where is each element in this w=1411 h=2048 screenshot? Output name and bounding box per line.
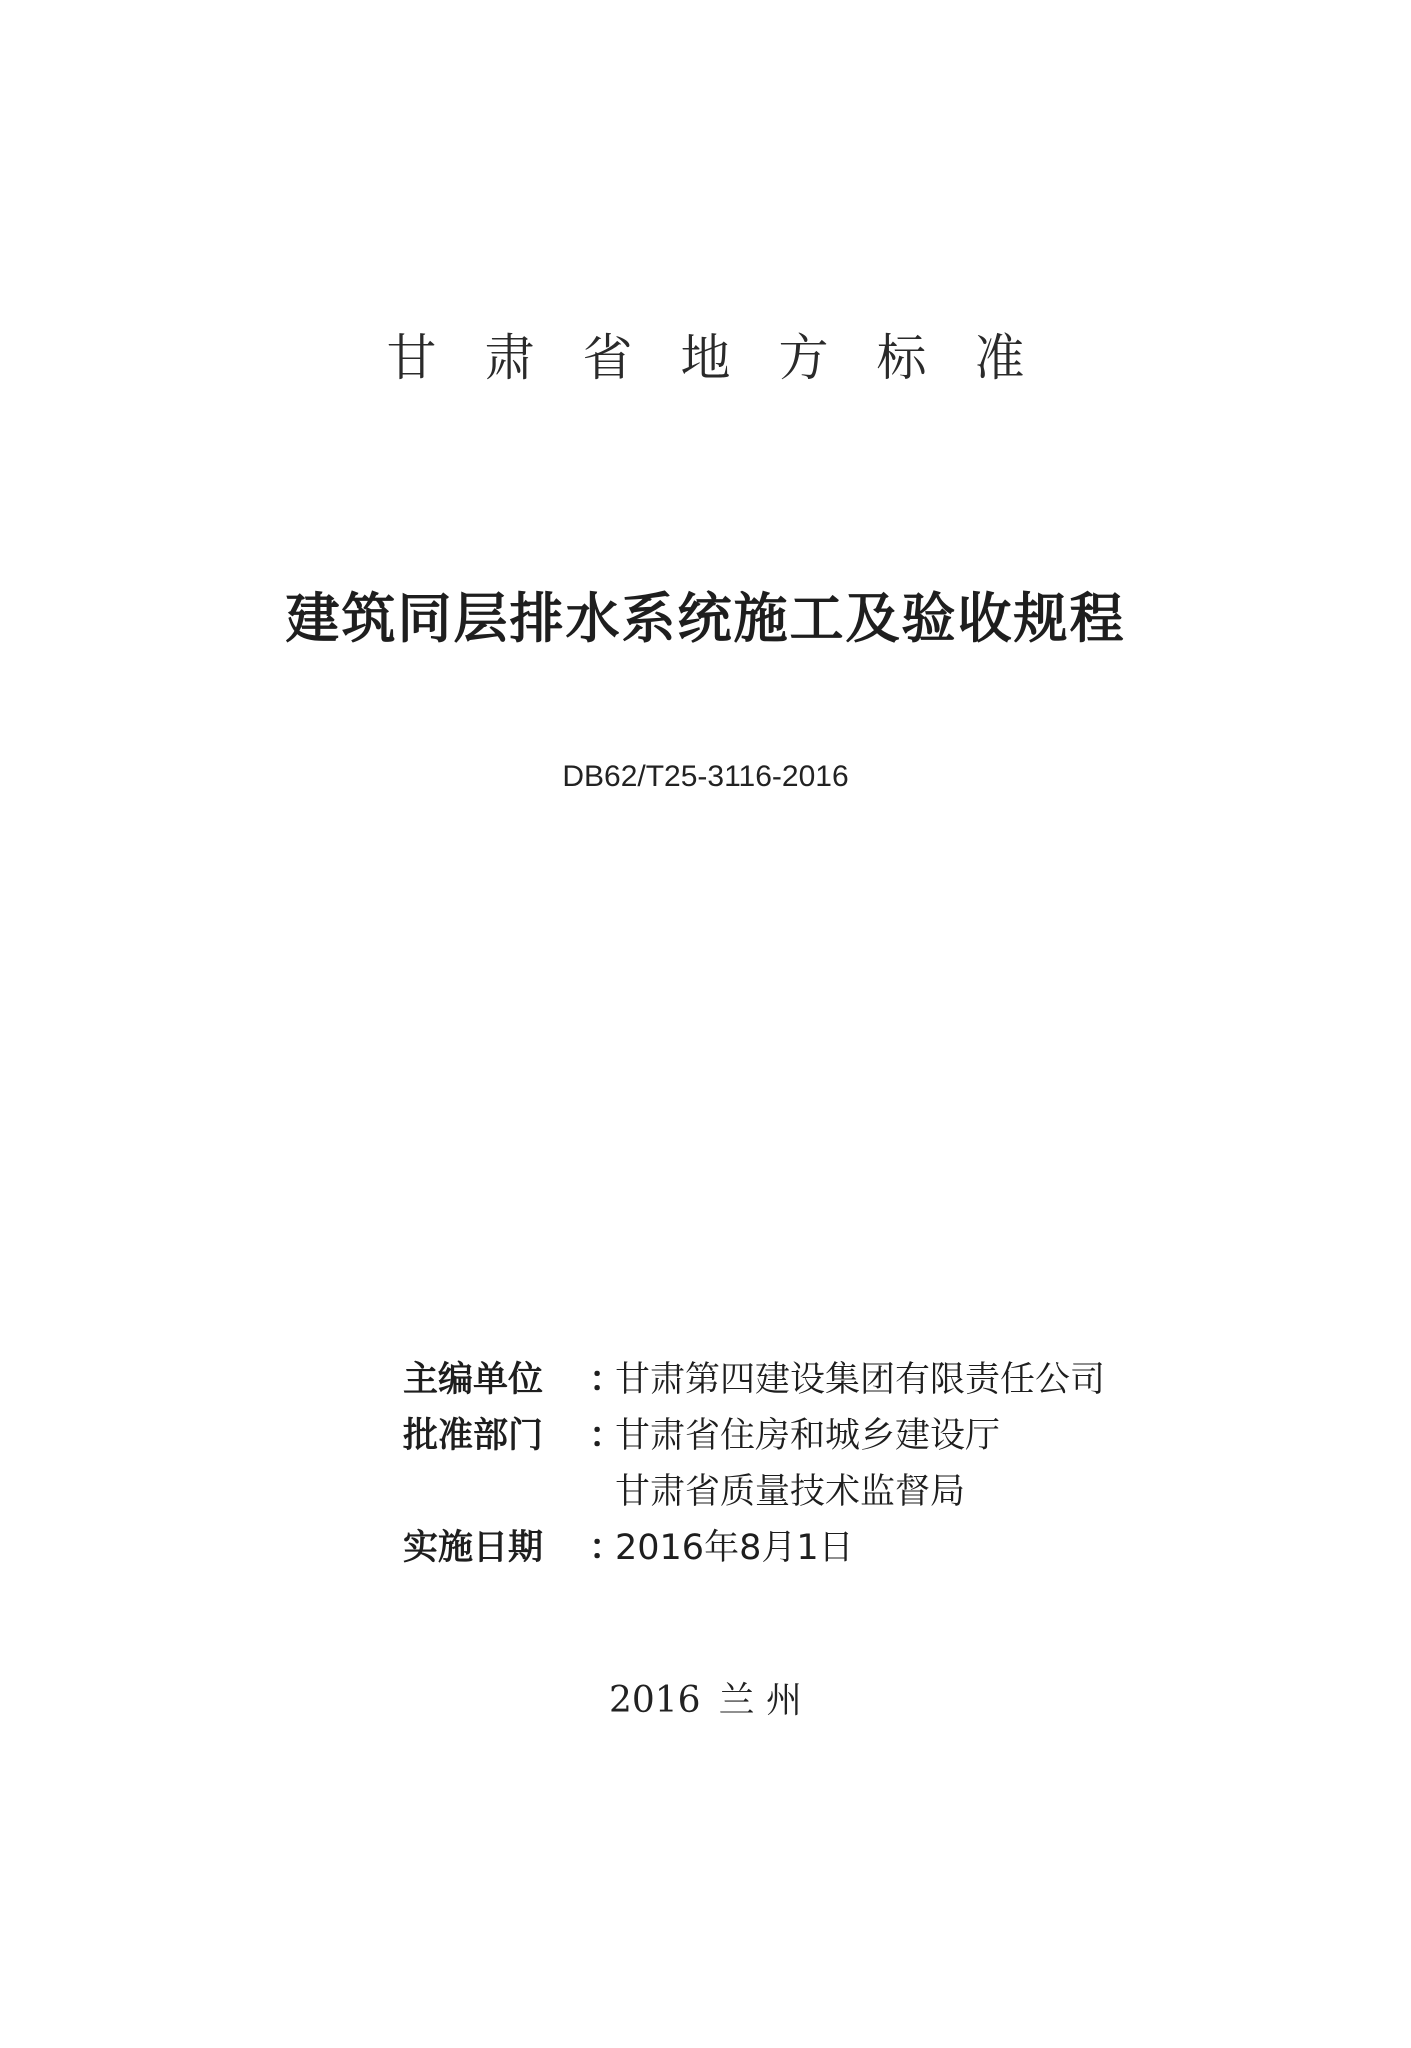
effective-date-colon: ： <box>589 1528 625 1568</box>
publication-city: 兰 州 <box>718 1680 803 1721</box>
approver-value-1: 甘肃省住房和城乡建设厅 <box>615 1416 1001 1456</box>
effective-date-row <box>403 1520 1105 1576</box>
editor-row <box>403 1352 1105 1408</box>
publication-footer <box>0 1672 1411 1723</box>
standard-code: DB62/T25-3116-2016 <box>562 760 849 793</box>
approver-value-2: 甘肃省质量技术监督局 <box>615 1472 966 1512</box>
publication-info <box>403 1352 1105 1576</box>
approver-row-continued <box>403 1464 1105 1520</box>
document-title: 建筑同层排水系统施工及验收规程 <box>285 587 1126 650</box>
effective-date-label: 实施日期 <box>403 1528 544 1568</box>
editor-colon: ： <box>589 1360 625 1400</box>
approver-label: 批准部门 <box>403 1416 544 1456</box>
publication-year: 2016 <box>608 1680 701 1721</box>
editor-label: 主编单位 <box>403 1360 544 1400</box>
standard-type-heading: 甘肃省地方标准 <box>386 329 1073 387</box>
approver-colon: ： <box>589 1416 625 1456</box>
approver-row <box>403 1408 1105 1464</box>
editor-value: 甘肃第四建设集团有限责任公司 <box>615 1360 1106 1400</box>
effective-date-value: 2016年8月1日 <box>615 1528 854 1568</box>
